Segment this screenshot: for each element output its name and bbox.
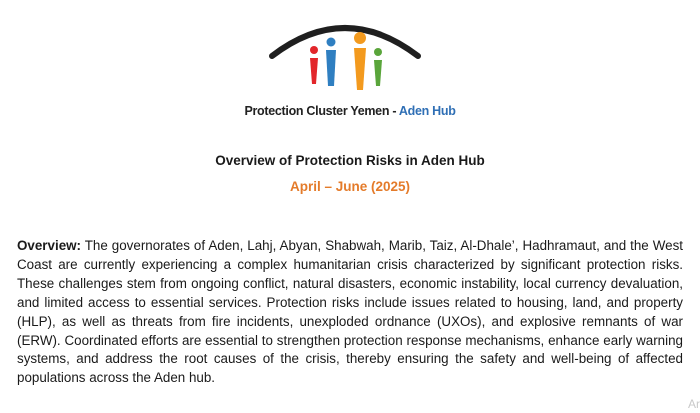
document-title: Overview of Protection Risks in Aden Hub xyxy=(215,153,485,168)
overview-paragraph xyxy=(17,237,683,388)
cluster-logo xyxy=(268,16,422,96)
organization-separator: - xyxy=(389,104,399,118)
organization-name: Protection Cluster Yemen xyxy=(244,104,390,118)
hub-name: Aden Hub xyxy=(398,104,456,118)
overview-label: Overview: xyxy=(17,238,82,253)
reporting-period: April – June (2025) xyxy=(289,179,411,194)
overview-text: The governorates of Aden, Lahj, Abyan, Shabwah, Marib, Taiz, Al-Dhale’, Hadhramaut, and the West Coast are currently experiencing a complex humanitarian crisis characterized by significant protection risks. These challenges stem from ongoing conflict, natural disasters, economic instability, local currency devaluation, and limited access to essential services. Protection risks include issues related to housing, land, and property (HLP), as well as threats from fire incidents, unexploded ordnance (UXOs), and explosive remnants of war (ERW). Coordinated efforts are essential to strengthen protection response mechanisms, enhance early warning systems, and address the root causes of the crisis, thereby ensuring the safety and well-being of affected populations across the Aden hub. xyxy=(17,238,683,386)
people-arc-logo-icon xyxy=(268,16,422,96)
watermark-text: Ar xyxy=(688,397,700,411)
organization-line xyxy=(0,104,700,118)
